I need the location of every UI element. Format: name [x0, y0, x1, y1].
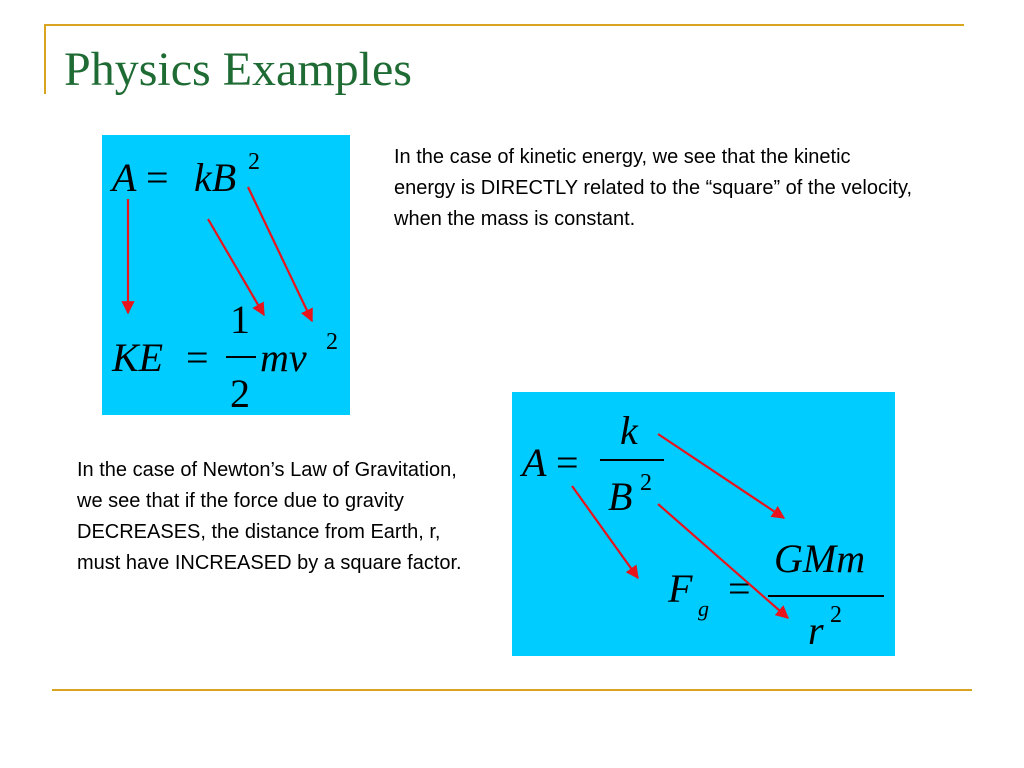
fg-numerator: GMm — [774, 536, 866, 581]
left-rule — [44, 24, 46, 94]
grav-eq-numerator: k — [620, 408, 638, 453]
slide-title: Physics Examples — [64, 43, 412, 96]
ke-lhs: KE — [112, 335, 164, 380]
gravity-description: In the case of Newton’s Law of Gravitation, we see that if the force due to gravity DECREASES, the distance from Earth, r, must have INCREASED by a square factor. — [77, 459, 462, 574]
newton-gravitation-equation — [667, 536, 884, 653]
eq-rhs: kB — [194, 155, 237, 200]
grav-eq-exponent: 2 — [640, 470, 652, 496]
kinetic-description: In the case of kinetic energy, we see that the kinetic energy is DIRECTLY related to the “square” of the velocity, when the mass is constant. — [394, 146, 913, 230]
grav-eq-sign: = — [556, 440, 579, 485]
eq-exponent: 2 — [248, 149, 260, 175]
grav-eq-lhs: A — [522, 440, 547, 485]
ke-eq-sign: = — [186, 335, 209, 380]
top-rule — [44, 24, 964, 26]
eq-sign: = — [146, 155, 169, 200]
ke-rhs: mv — [260, 335, 307, 380]
eq-lhs: A — [112, 155, 137, 200]
fg-eq-sign: = — [728, 566, 751, 611]
arrow-k-to-gmm — [658, 434, 784, 518]
ke-fraction-denominator: 2 — [230, 371, 250, 416]
ke-exponent: 2 — [326, 329, 338, 355]
general-equation-gravity — [519, 408, 664, 519]
fg-lhs: F — [668, 566, 693, 611]
fg-denominator: r — [808, 608, 824, 653]
arrow-b-to-v — [248, 187, 312, 321]
fg-exponent: 2 — [830, 602, 842, 628]
ke-fraction-numerator: 1 — [230, 297, 250, 342]
bottom-rule — [52, 689, 972, 691]
fg-subscript: g — [698, 596, 709, 621]
gravity-formula-box — [512, 392, 895, 656]
grav-eq-denominator: B — [608, 474, 633, 519]
general-equation-kinetic — [109, 149, 260, 200]
kinetic-energy-equation — [111, 297, 338, 416]
kinetic-formula-box — [102, 135, 350, 415]
